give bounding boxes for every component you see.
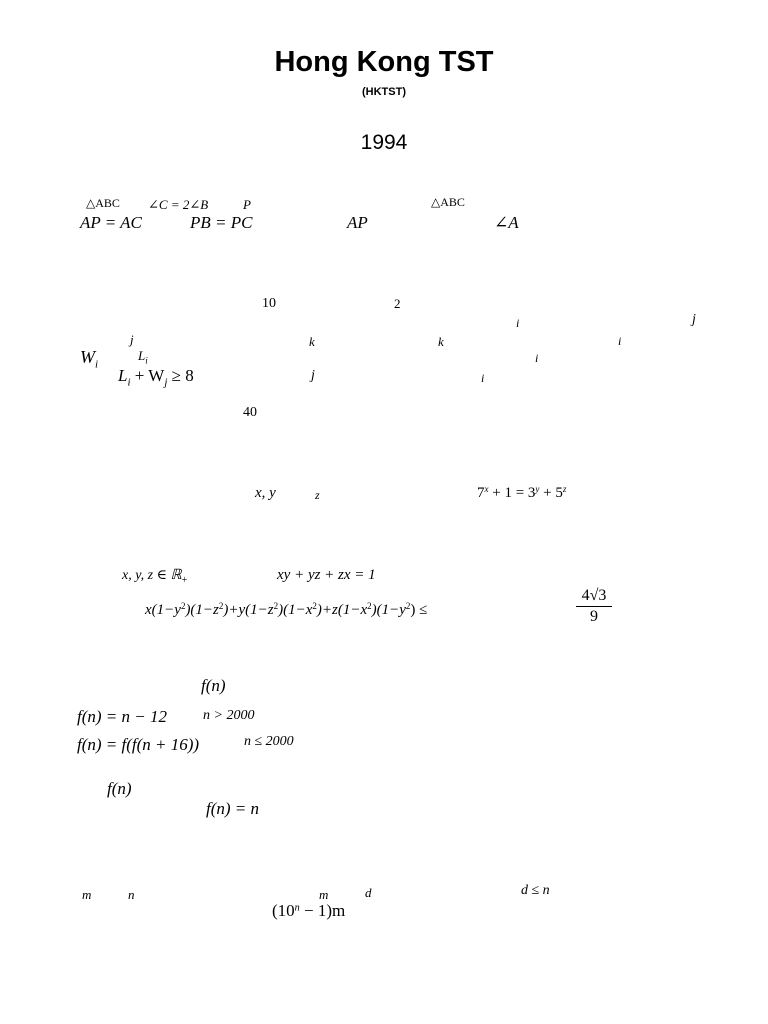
problem-2-math-15: 40 bbox=[243, 405, 257, 420]
problem-1-math-4: △ABC bbox=[431, 195, 465, 209]
problem-3-equation: $7^x + 1 = 3^y + 5^z$ bbox=[477, 484, 567, 501]
problem-2-math-13: j bbox=[311, 368, 315, 383]
problem-2-math-12: $L_i + W_j \ge 8$ bbox=[118, 366, 194, 389]
problem-3-math-2: z bbox=[315, 488, 320, 502]
problem-4-fraction bbox=[574, 587, 614, 626]
problem-2-math-9: $W_i$ bbox=[80, 347, 99, 371]
problem-2-math-14: i bbox=[481, 371, 485, 385]
problem-6-math-3: m bbox=[319, 887, 329, 902]
problem-5-math-1: f(n) bbox=[201, 676, 226, 695]
problem-2-math-10: $L_i$ bbox=[138, 348, 148, 366]
problem-1-math-5: AP = AC bbox=[80, 213, 142, 232]
problem-1-math-6: PB = PC bbox=[190, 213, 253, 232]
problem-6-math-2: n bbox=[128, 887, 135, 902]
problem-2-math-3: i bbox=[516, 316, 520, 330]
problem-5-math-2: f(n) = n − 12 bbox=[77, 707, 167, 726]
problem-1-math-2: ∠C = 2∠B bbox=[148, 197, 209, 212]
problem-1-math-8: ∠A bbox=[494, 213, 519, 232]
problem-3-math-1: x, y bbox=[255, 485, 276, 501]
problem-1-math-3: P bbox=[243, 197, 251, 212]
year-heading: 1994 bbox=[360, 131, 408, 154]
problem-2-math-4: j bbox=[692, 312, 696, 327]
problem-5-math-5: n ≤ 2000 bbox=[244, 734, 294, 749]
problem-5-math-3: n > 2000 bbox=[203, 708, 255, 723]
problem-6-math-1: m bbox=[82, 887, 92, 902]
problem-1-math-1: △ABC bbox=[86, 196, 120, 210]
problem-1-math-7: AP bbox=[347, 213, 368, 232]
problem-2-math-7: k bbox=[438, 334, 444, 349]
problem-2-math-2: 2 bbox=[394, 296, 401, 311]
problem-6-math-6: $(10^n - 1)m$ bbox=[272, 901, 346, 920]
problem-5-math-4: f(n) = f(f(n + 16)) bbox=[77, 735, 200, 754]
problem-4-inequality: $x(1-y^2)(1-z^2)+y(1-z^2)(1-x^2)+z(1-x^2)(1-y^2)$ ≤ bbox=[145, 601, 428, 618]
fraction-bar bbox=[576, 606, 612, 607]
page-title: Hong Kong TST bbox=[274, 46, 494, 78]
problem-2-math-8: i bbox=[618, 334, 622, 348]
fraction-numerator: 4√3 bbox=[581, 587, 607, 604]
problem-4-math-2: xy + yz + zx = 1 bbox=[277, 567, 376, 583]
problem-2-math-6: k bbox=[309, 334, 315, 349]
problem-2-math-5: j bbox=[130, 332, 134, 347]
problem-6-math-5: d ≤ n bbox=[521, 883, 550, 898]
problem-5-math-6: f(n) bbox=[107, 779, 132, 798]
problem-2-math-1: 10 bbox=[262, 296, 276, 311]
problem-6-math-4: d bbox=[365, 885, 372, 900]
problem-4-math-1: x, y, z ∈ ℝ$_+$ bbox=[122, 568, 188, 586]
fraction-denominator: 9 bbox=[590, 608, 598, 625]
page-subtitle: (HKTST) bbox=[362, 86, 406, 98]
problem-2-math-11: i bbox=[535, 351, 539, 365]
problem-5-math-7: f(n) = n bbox=[206, 799, 260, 818]
